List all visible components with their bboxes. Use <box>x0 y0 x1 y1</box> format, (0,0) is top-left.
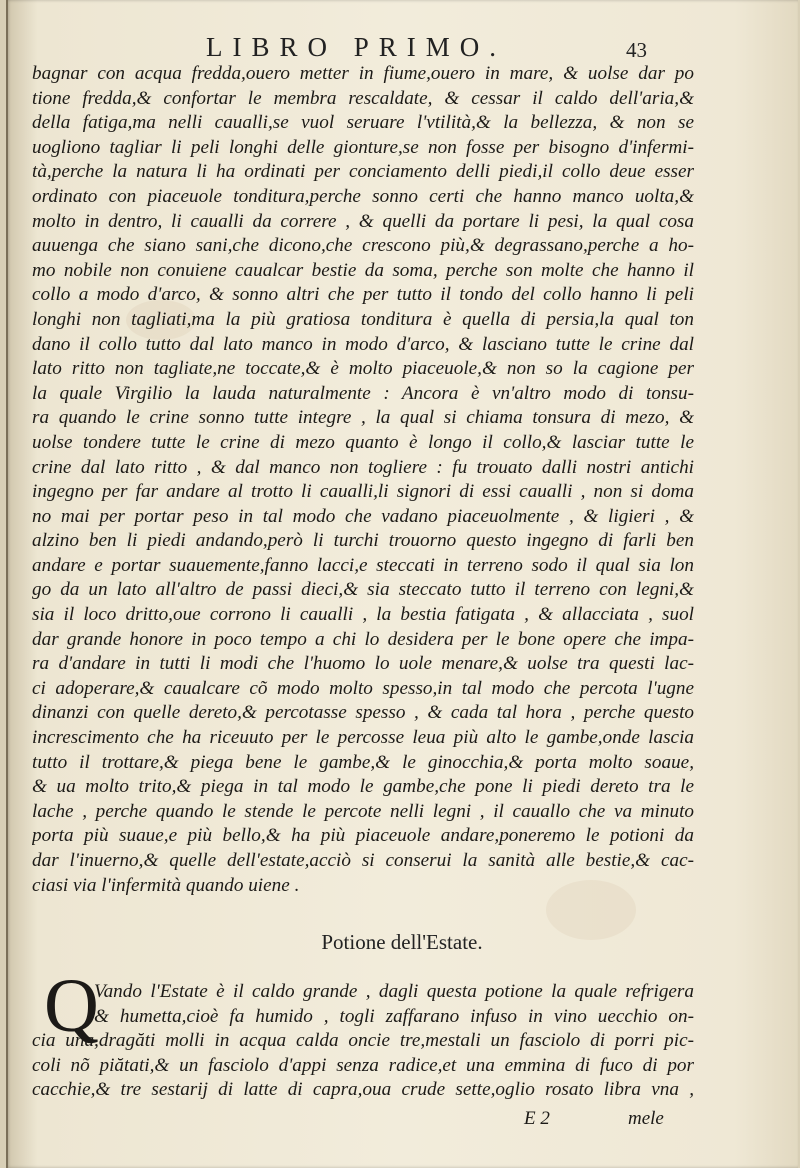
text-line: tione fredda,& confortar le membra rescaldate, & cessar il caldo dell'aria,& <box>32 87 694 109</box>
text-line: no mai per portar peso in tal modo che vadano piaceuolmente , & ligieri , & <box>32 505 694 527</box>
text-line: dar l'inuerno,& quelle dell'estate,acciò si conserui la sanità alle bestie,& cac- <box>32 850 694 871</box>
text-line: ingegno per far andare al trotto li caualli,li signori di essi caualli , non si doma <box>32 481 694 503</box>
text-line: ordinato con piaceuole tonditura,perche sonno certi che hanno manco uolta,& <box>32 185 694 207</box>
section-text-line: & humetta,cioè fa humido , togli zaffarano infuso in vino uecchio on- <box>94 1005 694 1027</box>
text-line: mo nobile non conuiene caualcar bestie da soma, perche son molte che hanno il <box>32 259 694 281</box>
text-line: longhi non tagliati,ma la più gratiosa tonditura è quella di persia,la qual ton <box>32 308 694 330</box>
text-line: tutto il trottare,& piega bene le gambe,& le ginocchia,& porta molto soaue, <box>32 751 694 773</box>
catchword: mele <box>628 1108 664 1129</box>
text-line: & ua molto trito,& piega in tal modo le gambe,che pone li piedi dereto tra le <box>32 776 694 798</box>
text-line: della fatiga,ma nelli caualli,se vuol seruare l'vtilità,& la bellezza, & non se <box>32 112 694 134</box>
text-line: auuenga che siano sani,che dicono,che crescono più,& degrassano,perche a ho- <box>32 235 694 257</box>
text-line: ra d'andare in tutti li modi che l'huomo lo uole menare,& uolse tra questi lac- <box>32 653 694 675</box>
text-line: tà,perche la natura li ha ordinati per conciamento delli piedi,il collo deue esser <box>32 161 694 183</box>
main-text-block <box>32 62 694 898</box>
text-line: bagnar con acqua fredda,ouero metter in fiume,ouero in mare, & uolse dar po <box>32 63 694 84</box>
text-line: ci adoperare,& caualcare cõ modo molto spesso,in tal modo che percota l'ugne <box>32 677 694 699</box>
section-text-line: cacchie,& tre sestarij di latte di capra,oua crude sette,oglio rosato libra vna , <box>32 1079 694 1101</box>
text-line: alzino ben li piedi andando,però li turchi trouorno questo ingegno di farli ben <box>32 530 694 552</box>
text-line: dinanzi con quelle dereto,& percotasse spesso , & cada tal hora , perche questo <box>32 702 694 724</box>
running-head <box>6 30 798 64</box>
text-line: sia il loco dritto,oue corrono li caualli , la bestia fatigata , & allacciata , suol <box>32 604 694 626</box>
section-text-line: Vando l'Estate è il caldo grande , dagli questa potione la quale refrigera <box>94 981 694 1002</box>
text-line: ciasi via l'infermità quando uiene . <box>32 874 300 896</box>
text-line: increscimento che ha riceuuto per le percosse leua più alto le gambe,onde lascia <box>32 727 694 749</box>
text-line: uogliono tagliar li peli longhi delle gionture,se non fosse per bisogno d'infermi- <box>32 136 694 158</box>
text-line: ra quando le crine sonno tutte integre , la qual si chiama tonsura di mezo, & <box>32 407 694 429</box>
page-number: 43 <box>626 38 647 62</box>
text-line: andare e portar suauemente,fanno lacci,e steccati in terreno sodo il qual sia lon <box>32 554 694 576</box>
signature-mark: E 2 <box>524 1108 550 1129</box>
page-footer <box>6 1108 798 1134</box>
text-line: dano il collo tutto dal lato manco in modo d'arco, & lasciano tutte le crine dal <box>32 333 694 355</box>
running-title: LIBRO PRIMO. <box>206 32 507 62</box>
section-text-line: coli nõ piătati,& un fasciolo d'appi senza radice,et una emmina di fuco di por <box>32 1054 694 1076</box>
section-text-block <box>32 980 694 1103</box>
text-line: dar grande honore in poco tempo a chi lo desidera per le bone opere che impa- <box>32 628 694 650</box>
drop-cap-initial: Q <box>44 964 99 1048</box>
section-text-line: cia una,dragăti molli in acqua calda oncie tre,mestali un fasciolo di porri pic- <box>32 1030 694 1052</box>
text-line: go da un lato all'altro de passi dieci,& sia steccato tutto il terreno con legni,& <box>32 579 694 601</box>
page-gutter-edge <box>6 0 8 1168</box>
book-page <box>6 0 798 1168</box>
text-line: collo a modo d'arco, & sonno altri che per tutto il tondo del collo hanno li peli <box>32 284 694 306</box>
text-line: la quale Virgilio la lauda naturalmente : Ancora è vn'altro modo di tonsu- <box>32 382 694 404</box>
text-line: uolse tondere tutte le crine di mezo quanto è longo il collo,& lasciar tutte le <box>32 431 694 453</box>
text-line: lato ritto non tagliate,ne toccate,& è molto piaceuole,& non so la cagione per <box>32 358 694 380</box>
text-line: lache , perche quando le stende le percote nelli legni , il cauallo che va minuto <box>32 800 694 822</box>
text-line: porta più suaue,e più bello,& ha più piaceuole andare,poneremo le potioni da <box>32 825 694 847</box>
text-line: molto in dentro, li caualli da correre , & quelli da portare li pesi, la qual cosa <box>32 210 694 232</box>
text-line: crine dal lato ritto , & dal manco non togliere : fu trouato dalli nostri antichi <box>32 456 694 478</box>
section-heading: Potione dell'Estate. <box>321 930 483 954</box>
